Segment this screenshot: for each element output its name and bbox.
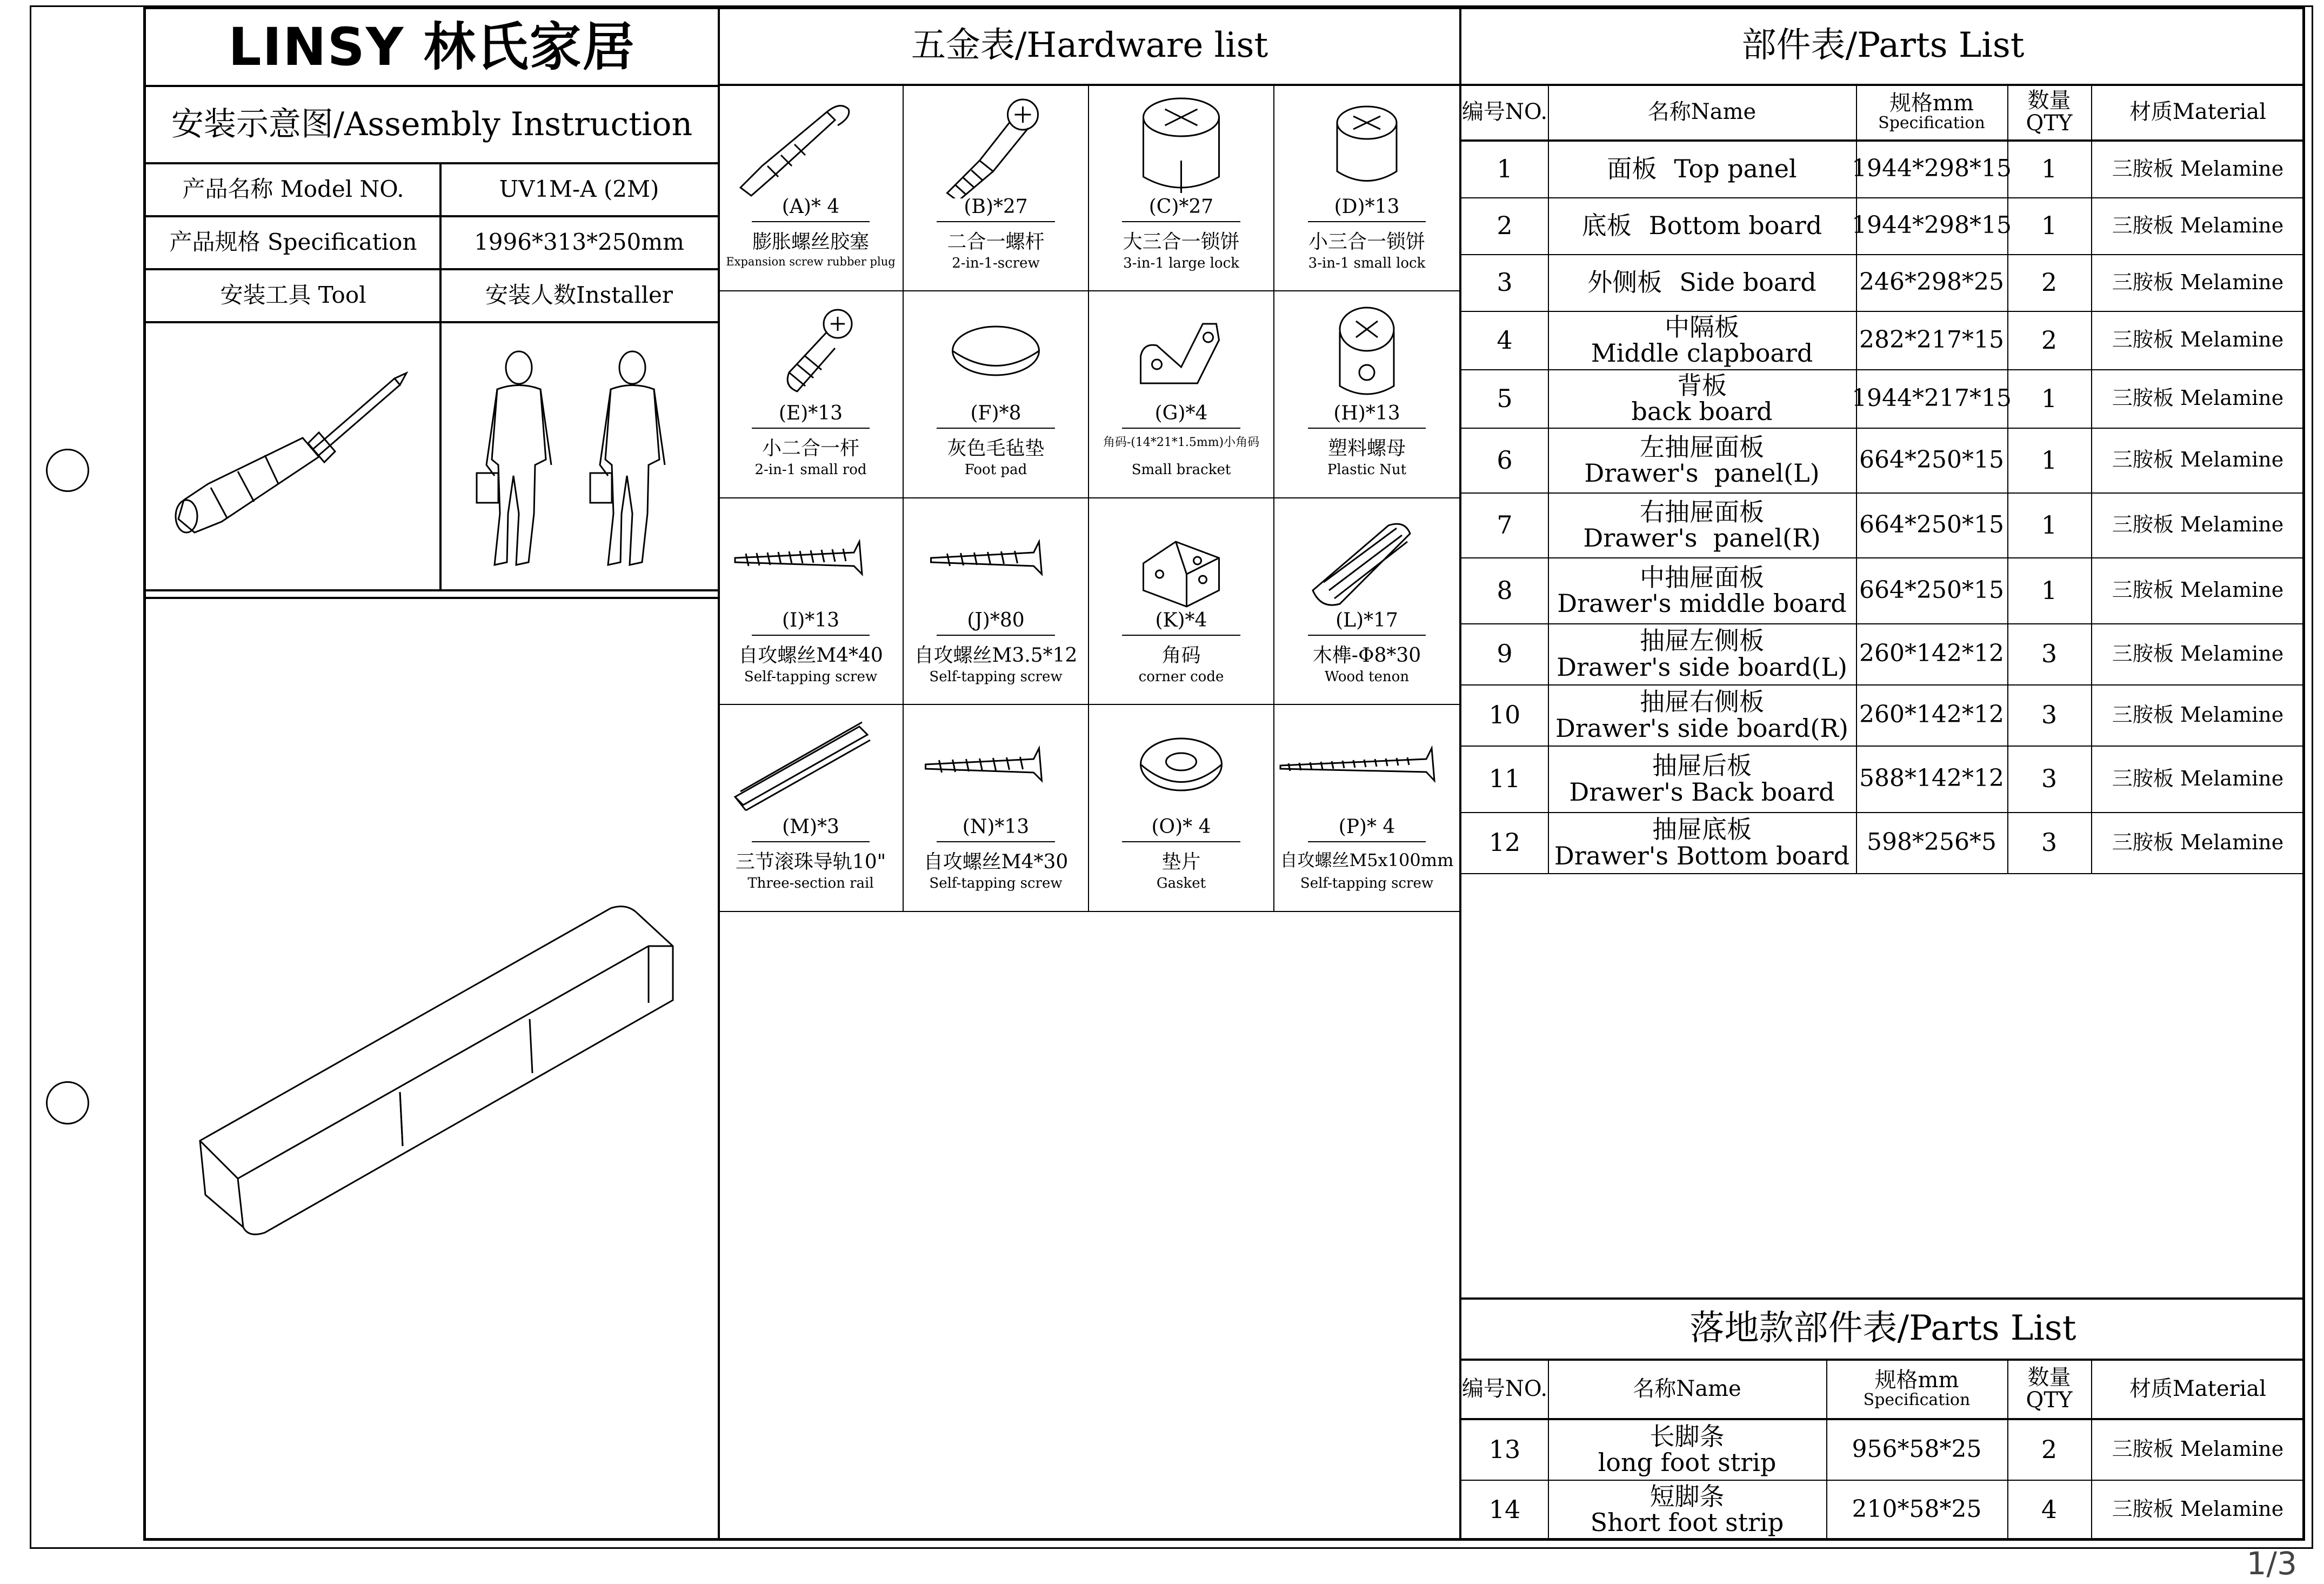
part-name-en: Drawer's panel(R)	[1583, 523, 1821, 553]
part-spec: 664*250*15	[1859, 445, 2004, 474]
page-number: 1/3	[2246, 1545, 2297, 1582]
part-name-en: Drawer's Back board	[1569, 777, 1835, 807]
small-cam-lock-icon	[1274, 85, 1459, 198]
part-name	[1548, 428, 1856, 492]
hardware-item	[1089, 705, 1273, 910]
part-name-en: Middle clapboard	[1591, 338, 1813, 368]
part-no: 2	[1497, 211, 1513, 241]
floor-col-spec	[1826, 1360, 2007, 1418]
hardware-name: 塑料螺母	[1327, 437, 1406, 460]
part-material: 三胺板 Melamine	[2112, 1497, 2284, 1521]
part-name	[1548, 311, 1856, 369]
part-material: 三胺板 Melamine	[2112, 513, 2284, 537]
installer-figures-icon	[465, 335, 708, 578]
hardware-item	[719, 85, 903, 290]
part-name	[1548, 197, 1856, 254]
part-no: 12	[1488, 828, 1521, 857]
part-material: 三胺板 Melamine	[2112, 641, 2284, 665]
part-spec: 1944*298*15	[1852, 155, 2012, 183]
floor-parts-title: 落地款部件表/Parts List	[1689, 1308, 2076, 1349]
corner-code-icon	[1089, 498, 1273, 612]
hardware-name: 三节滚珠导轨10"	[735, 851, 886, 873]
part-name	[1548, 1419, 1826, 1480]
hardware-subtitle: Plastic Nut	[1327, 462, 1407, 478]
part-material: 三胺板 Melamine	[2112, 766, 2284, 790]
hardware-qty: (A)* 4	[782, 196, 840, 218]
hardware-qty: (H)*13	[1333, 402, 1400, 424]
part-spec: 664*250*15	[1859, 510, 2004, 538]
part-name-cn: 中抽屉面板	[1640, 562, 1764, 592]
part-name	[1548, 1480, 1826, 1539]
hardware-item	[1274, 498, 1459, 704]
part-spec: 588*142*12	[1859, 764, 2004, 793]
hardware-item	[1274, 705, 1459, 910]
part-material: 三胺板 Melamine	[2112, 386, 2284, 410]
part-spec: 260*142*12	[1859, 640, 2004, 668]
small-rod-icon	[719, 291, 903, 405]
hardware-name: 自攻螺丝M5x100mm	[1280, 850, 1454, 870]
hardware-name: 膨胀螺丝胶塞	[752, 231, 869, 253]
model-value: UV1M-A (2M)	[499, 176, 659, 203]
hardware-item	[719, 498, 903, 704]
part-material: 三胺板 Melamine	[2112, 578, 2284, 602]
hardware-qty: (I)*13	[782, 609, 840, 631]
foot-pad-icon	[904, 291, 1088, 405]
hardware-qty: (P)* 4	[1338, 816, 1395, 838]
part-no: 5	[1497, 383, 1513, 413]
brand-logo: LINSY 林氏家居	[228, 17, 636, 78]
part-name-en: Drawer's Bottom board	[1554, 841, 1850, 870]
part-no: 3	[1497, 268, 1513, 297]
hardware-subtitle: 2-in-1-screw	[952, 255, 1040, 271]
hardware-qty: (M)*3	[782, 816, 839, 838]
gasket-icon	[1089, 705, 1273, 818]
part-name	[1548, 141, 1856, 197]
part-qty: 3	[2041, 639, 2058, 669]
hardware-name: 自攻螺丝M3.5*12	[914, 644, 1078, 667]
hardware-subtitle: Wood tenon	[1324, 669, 1410, 685]
spec-en: Specification	[1878, 114, 1985, 133]
hardware-qty: (N)*13	[962, 816, 1030, 838]
hardware-name: 二合一螺杆	[947, 231, 1045, 253]
hardware-subtitle: Self-tapping screw	[1300, 875, 1434, 891]
part-name-en: Drawer's panel(L)	[1584, 458, 1820, 488]
hardware-qty: (G)*4	[1154, 402, 1208, 424]
wood-tenon-icon	[1274, 498, 1459, 612]
part-spec: 210*58*25	[1852, 1495, 1982, 1523]
part-material: 三胺板 Melamine	[2112, 702, 2284, 727]
hardware-item	[719, 705, 903, 910]
part-name	[1548, 623, 1856, 684]
part-name-en: back board	[1631, 397, 1773, 426]
drawer-rail-icon	[719, 705, 903, 818]
part-name-cn: 抽屉左侧板	[1640, 626, 1764, 656]
part-qty: 2	[2041, 1434, 2058, 1464]
part-material: 三胺板 Melamine	[2112, 328, 2284, 352]
two-in-one-screw-icon	[904, 85, 1088, 198]
part-qty: 2	[2041, 268, 2058, 297]
part-no: 14	[1488, 1494, 1521, 1524]
hardware-name: 自攻螺丝M4*30	[923, 851, 1068, 873]
hardware-name: 木榫-Φ8*30	[1312, 644, 1421, 667]
part-name-en: Drawer's middle board	[1557, 589, 1847, 618]
hardware-qty: (E)*13	[778, 402, 843, 424]
floor-col-name: 名称Name	[1633, 1376, 1741, 1401]
hardware-item	[719, 291, 903, 497]
plastic-nut-icon	[1274, 291, 1459, 405]
part-no: 4	[1497, 325, 1513, 355]
part-no: 1	[1497, 154, 1513, 184]
hardware-item	[1089, 85, 1273, 290]
part-qty: 3	[2041, 764, 2058, 794]
part-name-cn: 背板	[1677, 370, 1727, 400]
part-no: 8	[1497, 575, 1513, 605]
part-material: 三胺板 Melamine	[2112, 270, 2284, 294]
hardware-item	[904, 291, 1088, 497]
hardware-qty: (J)*80	[967, 609, 1025, 631]
parts-col-material: 材质Material	[2129, 99, 2267, 124]
floor-col-no: 编号NO.	[1461, 1376, 1548, 1401]
small-bracket-icon	[1089, 291, 1273, 405]
hardware-name: 小三合一锁饼	[1308, 231, 1425, 253]
parts-col-name: 名称Name	[1647, 99, 1757, 124]
spec-label: 产品规格 Specification	[169, 229, 417, 256]
spec-value: 1996*313*250mm	[474, 229, 684, 256]
hardware-subtitle: Gasket	[1156, 875, 1206, 891]
long-screw-icon	[719, 498, 903, 612]
part-material: 三胺板 Melamine	[2112, 448, 2284, 472]
hardware-name: 角码	[1161, 644, 1201, 667]
part-no: 9	[1497, 639, 1513, 669]
part-no: 11	[1488, 764, 1521, 794]
hardware-subtitle: Self-tapping screw	[929, 875, 1063, 891]
assembly-title: 安装示意图/Assembly Instruction	[171, 105, 693, 143]
part-name	[1548, 369, 1856, 428]
part-qty: 3	[2041, 700, 2058, 730]
part-no: 6	[1497, 445, 1513, 475]
part-material: 三胺板 Melamine	[2112, 830, 2284, 854]
part-material: 三胺板 Melamine	[2112, 1437, 2284, 1461]
hardware-subtitle: 2-in-1 small rod	[754, 462, 867, 478]
hardware-qty: (O)* 4	[1151, 816, 1211, 838]
hardware-qty: (D)*13	[1334, 196, 1400, 218]
floor-col-material: 材质Material	[2129, 1376, 2267, 1401]
part-spec: 598*256*5	[1867, 828, 1996, 856]
hardware-subtitle: 3-in-1 small lock	[1308, 255, 1426, 271]
medium-screw-icon	[904, 705, 1088, 818]
hardware-subtitle: corner code	[1138, 669, 1224, 685]
part-name-cn: 抽屉后板	[1652, 751, 1752, 781]
part-spec: 1944*217*15	[1852, 384, 2012, 412]
part-name-cn: 中隔板	[1665, 312, 1739, 342]
part-name	[1548, 746, 1856, 812]
part-name-cn: 长脚条	[1649, 1421, 1725, 1451]
part-name-en: Side board	[1679, 268, 1817, 297]
part-material: 三胺板 Melamine	[2112, 213, 2284, 237]
part-no: 7	[1497, 510, 1513, 540]
large-cam-lock-icon	[1089, 85, 1273, 198]
hardware-name: 大三合一锁饼	[1123, 231, 1240, 253]
part-spec: 282*217*15	[1859, 325, 2004, 354]
part-spec: 664*250*15	[1859, 576, 2004, 604]
expansion-plug-icon	[719, 85, 903, 198]
part-name-cn: 面板	[1607, 154, 1657, 184]
part-material: 三胺板 Melamine	[2112, 156, 2284, 181]
spec-cn: 规格mm	[1889, 91, 1974, 116]
part-spec: 956*58*25	[1852, 1435, 1982, 1463]
hardware-item	[1274, 85, 1459, 290]
hardware-subtitle: Self-tapping screw	[744, 669, 878, 685]
part-spec: 246*298*25	[1859, 268, 2004, 296]
part-qty: 1	[2041, 211, 2058, 241]
binder-hole	[46, 449, 89, 492]
hardware-qty: (L)*17	[1335, 609, 1398, 631]
part-name-en: long foot strip	[1598, 1448, 1777, 1477]
hardware-subtitle: Small bracket	[1131, 462, 1231, 478]
part-qty: 1	[2041, 445, 2058, 475]
part-name-cn: 右抽屉面板	[1640, 497, 1764, 527]
tv-cabinet-illustration	[195, 887, 681, 1238]
hardware-item	[1274, 291, 1459, 497]
hardware-name: 垫片	[1161, 851, 1201, 873]
part-qty: 4	[2041, 1494, 2058, 1524]
hardware-subtitle: 3-in-1 large lock	[1123, 255, 1239, 271]
binder-hole	[46, 1081, 89, 1124]
part-no: 10	[1488, 700, 1521, 730]
part-name-en: Drawer's side board(L)	[1557, 652, 1847, 682]
part-qty: 2	[2041, 325, 2058, 355]
hardware-qty: (B)*27	[964, 196, 1028, 218]
hardware-name: 小二合一杆	[762, 437, 859, 460]
part-name	[1548, 492, 1856, 557]
hardware-subtitle: Three-section rail	[747, 875, 874, 891]
hardware-name: 自攻螺丝M4*40	[738, 644, 883, 667]
part-qty: 3	[2041, 828, 2058, 857]
extra-long-screw-icon	[1274, 705, 1459, 818]
hardware-qty: (K)*4	[1155, 609, 1207, 631]
short-screw-icon	[904, 498, 1088, 612]
part-qty: 1	[2041, 154, 2058, 184]
part-name-cn: 短脚条	[1649, 1481, 1725, 1511]
hardware-item	[904, 705, 1088, 910]
part-name-cn: 左抽屉面板	[1640, 432, 1764, 462]
part-name	[1548, 557, 1856, 623]
part-name-cn: 底板	[1581, 211, 1632, 241]
part-name	[1548, 254, 1856, 311]
part-name-cn: 外侧板	[1587, 268, 1662, 297]
part-name-en: Short foot strip	[1590, 1508, 1784, 1537]
parts-title: 部件表/Parts List	[1741, 25, 2025, 66]
screwdriver-icon	[157, 346, 427, 562]
spec-en: Specification	[1863, 1390, 1971, 1410]
hardware-name: 灰色毛毡垫	[947, 437, 1045, 460]
hardware-qty: (C)*27	[1148, 196, 1214, 218]
installer-label: 安装人数Installer	[485, 282, 673, 309]
part-spec: 260*142*12	[1859, 701, 2004, 729]
parts-col-no: 编号NO.	[1461, 99, 1548, 124]
part-name-en: Drawer's side board(R)	[1555, 713, 1848, 743]
hardware-subtitle: Expansion screw rubber plug	[726, 255, 896, 268]
hardware-item	[904, 498, 1088, 704]
part-spec: 1944*298*15	[1852, 211, 2012, 239]
part-name	[1548, 684, 1856, 746]
part-name-cn: 抽屉右侧板	[1640, 687, 1764, 717]
hardware-item	[904, 85, 1088, 290]
part-name	[1548, 812, 1856, 873]
hardware-subtitle: Foot pad	[964, 462, 1027, 478]
part-qty: 1	[2041, 575, 2058, 605]
hardware-subtitle: Self-tapping screw	[929, 669, 1063, 685]
part-qty: 1	[2041, 510, 2058, 540]
part-no: 13	[1488, 1434, 1521, 1464]
part-name-en: Bottom board	[1648, 211, 1822, 241]
hardware-qty: (F)*8	[970, 402, 1021, 424]
hardware-item	[1089, 291, 1273, 497]
tool-label: 安装工具 Tool	[220, 282, 366, 309]
part-qty: 1	[2041, 383, 2058, 413]
hardware-item	[1089, 498, 1273, 704]
part-name-cn: 抽屉底板	[1652, 815, 1752, 844]
hardware-name: 角码-(14*21*1.5mm)小角码	[1103, 436, 1260, 449]
part-name-en: Top panel	[1674, 154, 1797, 184]
spec-cn: 规格mm	[1874, 1368, 1959, 1393]
hardware-title: 五金表/Hardware list	[911, 25, 1268, 66]
model-label: 产品名称 Model NO.	[182, 176, 404, 203]
floor-col-qty: 数量QTY	[2026, 1365, 2073, 1413]
parts-col-spec	[1856, 85, 2007, 139]
parts-col-qty: 数量QTY	[2026, 88, 2073, 136]
